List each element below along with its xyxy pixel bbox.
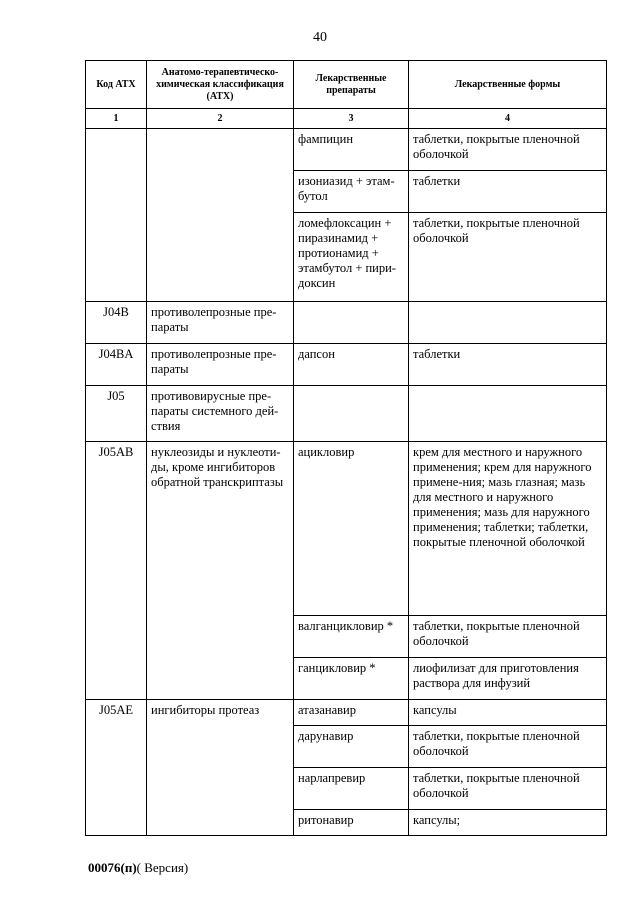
table-row — [86, 129, 607, 171]
drug-cell — [294, 302, 409, 344]
form-cell: капсулы; — [409, 810, 607, 836]
atx-code-cell: J05 — [86, 386, 147, 442]
atx-class-cell: ингибиторы протеаз — [147, 700, 294, 836]
table-row — [86, 700, 607, 726]
table-row — [86, 386, 607, 442]
drug-cell: изониазид + этам-бутол — [294, 171, 409, 213]
drug-cell: валганцикловир * — [294, 616, 409, 658]
column-number: 3 — [294, 109, 409, 129]
form-cell — [409, 386, 607, 442]
drug-cell: дарунавир — [294, 726, 409, 768]
form-cell: капсулы — [409, 700, 607, 726]
atx-class-cell: противовирусные пре-параты системного дей-ствия — [147, 386, 294, 442]
atx-class-cell: противолепрозные пре-параты — [147, 302, 294, 344]
form-cell: таблетки, покрытые пленочной оболочкой — [409, 213, 607, 302]
table-row — [86, 302, 607, 344]
form-cell: таблетки, покрытые пленочной оболочкой — [409, 726, 607, 768]
drug-cell: ганцикловир * — [294, 658, 409, 700]
drug-cell: ритонавир — [294, 810, 409, 836]
header-row — [86, 61, 607, 109]
table-row — [86, 442, 607, 616]
form-cell: крем для местного и наружного применения; крем для наружного примене-ния; мазь глазная; мазь для местного и наружного применения; мазь для наружного применения; таблетки; таблетки, покрытые пленочной оболочкой — [409, 442, 607, 616]
form-cell: таблетки, покрытые пленочной оболочкой — [409, 616, 607, 658]
column-number: 1 — [86, 109, 147, 129]
drug-cell — [294, 386, 409, 442]
drug-cell: атазанавир — [294, 700, 409, 726]
form-cell: таблетки — [409, 344, 607, 386]
drug-cell: дапсон — [294, 344, 409, 386]
atx-code-cell: J04B — [86, 302, 147, 344]
drug-cell: ломефлоксацин + пиразинамид + протионамид + этамбутол + пири-доксин — [294, 213, 409, 302]
form-cell: таблетки, покрытые пленочной оболочкой — [409, 768, 607, 810]
header-classification: Анатомо-терапевтическо-химическая классификация (АТХ) — [147, 61, 294, 109]
atx-class-cell: противолепрозные пре-параты — [147, 344, 294, 386]
atx-code-cell — [86, 129, 147, 302]
form-cell — [409, 302, 607, 344]
form-cell: лиофилизат для приготовления раствора для инфузий — [409, 658, 607, 700]
column-number: 2 — [147, 109, 294, 129]
footer-version: ( Версия) — [136, 860, 189, 875]
drug-cell: фампицин — [294, 129, 409, 171]
atx-class-cell — [147, 129, 294, 302]
atx-code-cell: J05AE — [86, 700, 147, 836]
page-number: 40 — [313, 30, 327, 45]
atx-table — [85, 60, 607, 836]
atx-code-cell: J04BA — [86, 344, 147, 386]
header-code: Код АТХ — [86, 61, 147, 109]
form-cell: таблетки, покрытые пленочной оболочкой — [409, 129, 607, 171]
drug-cell: ацикловир — [294, 442, 409, 616]
table-row — [86, 344, 607, 386]
footer-code: 00076(п) — [88, 860, 137, 875]
form-cell: таблетки — [409, 171, 607, 213]
header-forms: Лекарственные формы — [409, 61, 607, 109]
atx-code-cell: J05AB — [86, 442, 147, 700]
header-drugs: Лекарственные препараты — [294, 61, 409, 109]
column-number-row — [86, 109, 607, 129]
drug-cell: нарлапревир — [294, 768, 409, 810]
column-number: 4 — [409, 109, 607, 129]
atx-class-cell: нуклеозиды и нуклеоти-ды, кроме ингибиторов обратной транскриптазы — [147, 442, 294, 700]
document-footer — [88, 860, 188, 876]
